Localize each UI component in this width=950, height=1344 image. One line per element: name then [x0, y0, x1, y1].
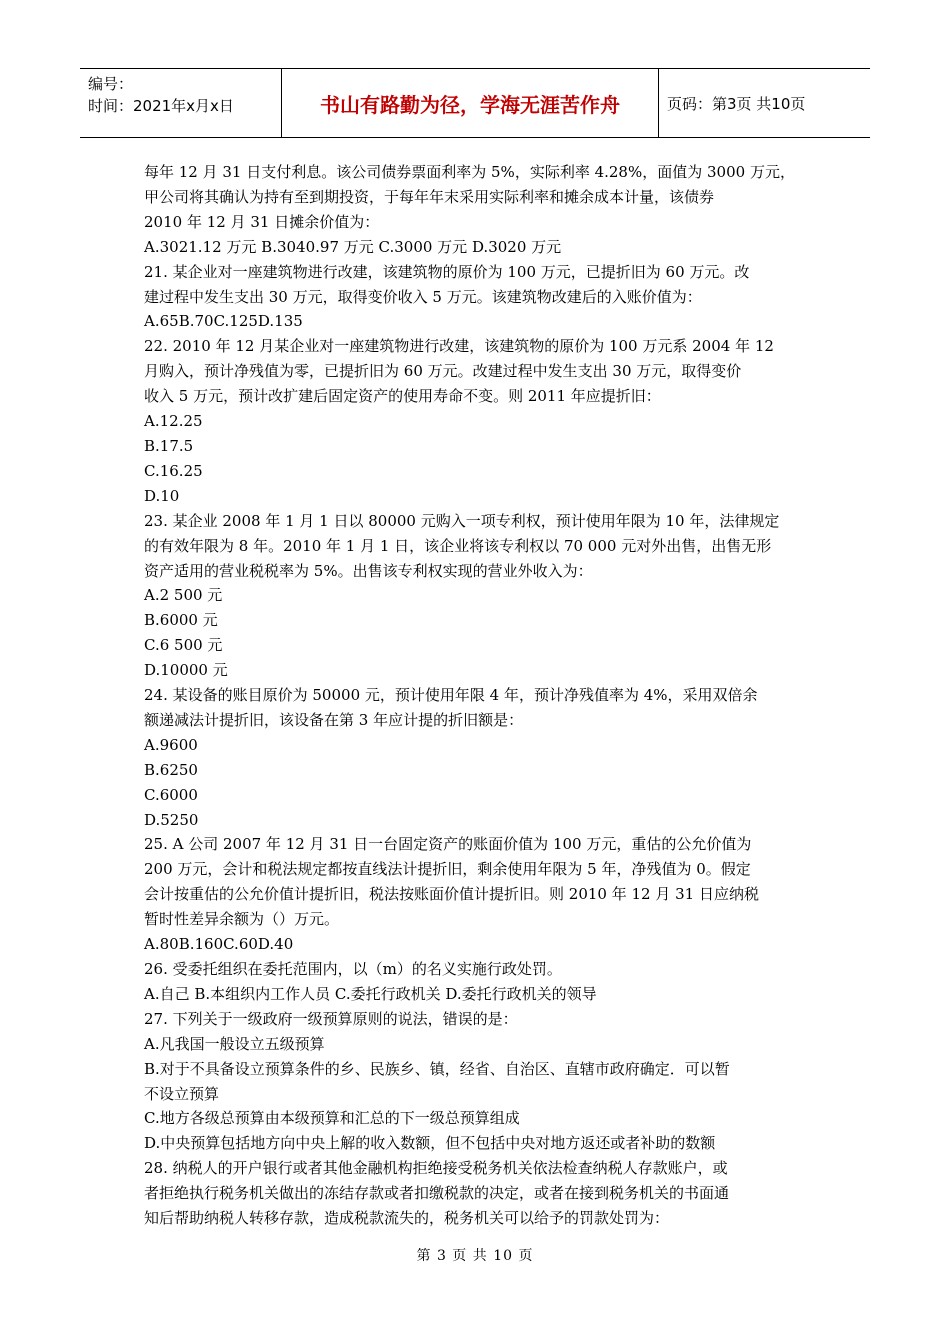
text-line: 暂时性差异余额为（）万元。	[144, 910, 340, 929]
text-line: 者拒绝执行税务机关做出的冻结存款或者扣缴税款的决定，或者在接到税务机关的书面通	[144, 1184, 730, 1203]
text-line: A.65B.70C.125D.135	[144, 312, 303, 331]
text-line: B.6000 元	[144, 611, 218, 630]
text-line: C.6000	[144, 785, 198, 804]
text-line: 甲公司将其确认为持有至到期投资，于每年年末采用实际利率和摊余成本计量，该债券	[144, 187, 715, 206]
page-footer: 第 3 页 共 10 页	[416, 1248, 534, 1264]
text-line: 收入 5 万元，预计改扩建后固定资产的使用寿命不变。则 2011 年应提折旧：	[144, 387, 661, 406]
text-line: B.17.5	[144, 436, 194, 455]
text-line: A.自己 B.本组织内工作人员 C.委托行政机关 D.委托行政机关的领导	[144, 984, 597, 1003]
text-line: A.凡我国一般设立五级预算	[144, 1034, 325, 1053]
text-line: A.80B.160C.60D.40	[144, 935, 294, 954]
text-line: D.中央预算包括地方向中央上解的收入数额，但不包括中央对地方返还或者补助的数额	[144, 1134, 716, 1153]
header-motto-cell	[282, 69, 659, 137]
text-line: C.16.25	[144, 461, 203, 480]
text-line: A.12.25	[144, 412, 203, 431]
time-label: 时间：2021年x月x日	[88, 97, 234, 115]
text-line: 21. 某企业对一座建筑物进行改建，该建筑物的原价为 100 万元，已提折旧为 60 万元。改	[144, 262, 750, 281]
text-line: 2010 年 12 月 31 日摊余价值为：	[144, 212, 380, 231]
text-line: D.5250	[144, 810, 199, 829]
text-line: 每年 12 月 31 日支付利息。该公司债券票面利率为 5%，实际利率 4.28%，面值为 3000 万元，	[144, 163, 795, 181]
text-line: A.3021.12 万元 B.3040.97 万元 C.3000 万元 D.3020 万元	[144, 237, 562, 256]
text-line: 不设立预算	[144, 1084, 220, 1103]
text-line: 23. 某企业 2008 年 1 月 1 日以 80000 元购入一项专利权，预计使用年限为 10 年，法律规定	[144, 511, 780, 530]
code-label: 编号：	[88, 75, 134, 93]
page-info: 页码：第3页 共10页	[667, 94, 806, 113]
text-line: C.6 500 元	[144, 636, 223, 655]
page-header	[80, 68, 870, 138]
text-line: 25. A 公司 2007 年 12 月 31 日一台固定资产的账面价值为 100 万元，重估的公允价值为	[144, 835, 752, 854]
text-line: 的有效年限为 8 年。2010 年 1 月 1 日，该企业将该专利权以 70 000 元对外出售，出售无形	[144, 536, 772, 555]
text-line: 会计按重估的公允价值计提折旧，税法按账面价值计提折旧。则 2010 年 12 月 31 日应纳税	[144, 885, 759, 904]
text-line: 建过程中发生支出 30 万元，取得变价收入 5 万元。该建筑物改建后的入账价值为：	[144, 287, 702, 306]
text-line: 26. 受委托组织在委托范围内，以（m）的名义实施行政处罚。	[144, 960, 562, 978]
text-line: 知后帮助纳税人转移存款，造成税款流失的，税务机关可以给予的罚款处罚为：	[144, 1209, 670, 1228]
text-line: 月购入，预计净残值为零，已提折旧为 60 万元。改建过程中发生支出 30 万元，取得变价	[144, 362, 742, 381]
text-line: 24. 某设备的账目原价为 50000 元，预计使用年限 4 年，预计净残值率为 4%，采用双倍余	[144, 686, 758, 705]
text-line: 额递减法计提折旧，该设备在第 3 年应计提的折旧额是：	[144, 710, 524, 729]
text-line: C.地方各级总预算由本级预算和汇总的下一级总预算组成	[144, 1109, 520, 1128]
text-line: B.对于不具备设立预算条件的乡、民族乡、镇，经省、自治区、直辖市政府确定．可以暂	[144, 1059, 730, 1078]
text-line: 资产适用的营业税税率为 5%。出售该专利权实现的营业外收入为：	[144, 561, 593, 580]
text-line: A.9600	[144, 735, 198, 754]
text-line: A.2 500 元	[144, 586, 223, 605]
document-body	[144, 160, 814, 1231]
text-line: B.6250	[144, 760, 198, 779]
text-line: 200 万元，会计和税法规定都按直线法计提折旧，剩余使用年限为 5 年，净残值为 0。假定	[144, 860, 751, 879]
text-line: D.10	[144, 486, 180, 505]
motto: 书山有路勤为径，学海无涯苦作舟	[320, 92, 620, 117]
text-line: 27. 下列关于一级政府一级预算原则的说法，错误的是：	[144, 1009, 518, 1028]
text-line: 22. 2010 年 12 月某企业对一座建筑物进行改建，该建筑物的原价为 100 万元系 2004 年 12	[144, 337, 774, 356]
text-line: D.10000 元	[144, 661, 228, 680]
header-left-cell	[80, 69, 282, 137]
text-line: 28. 纳税人的开户银行或者其他金融机构拒绝接受税务机关依法检查纳税人存款账户，或	[144, 1159, 728, 1178]
header-right-cell	[659, 69, 870, 137]
